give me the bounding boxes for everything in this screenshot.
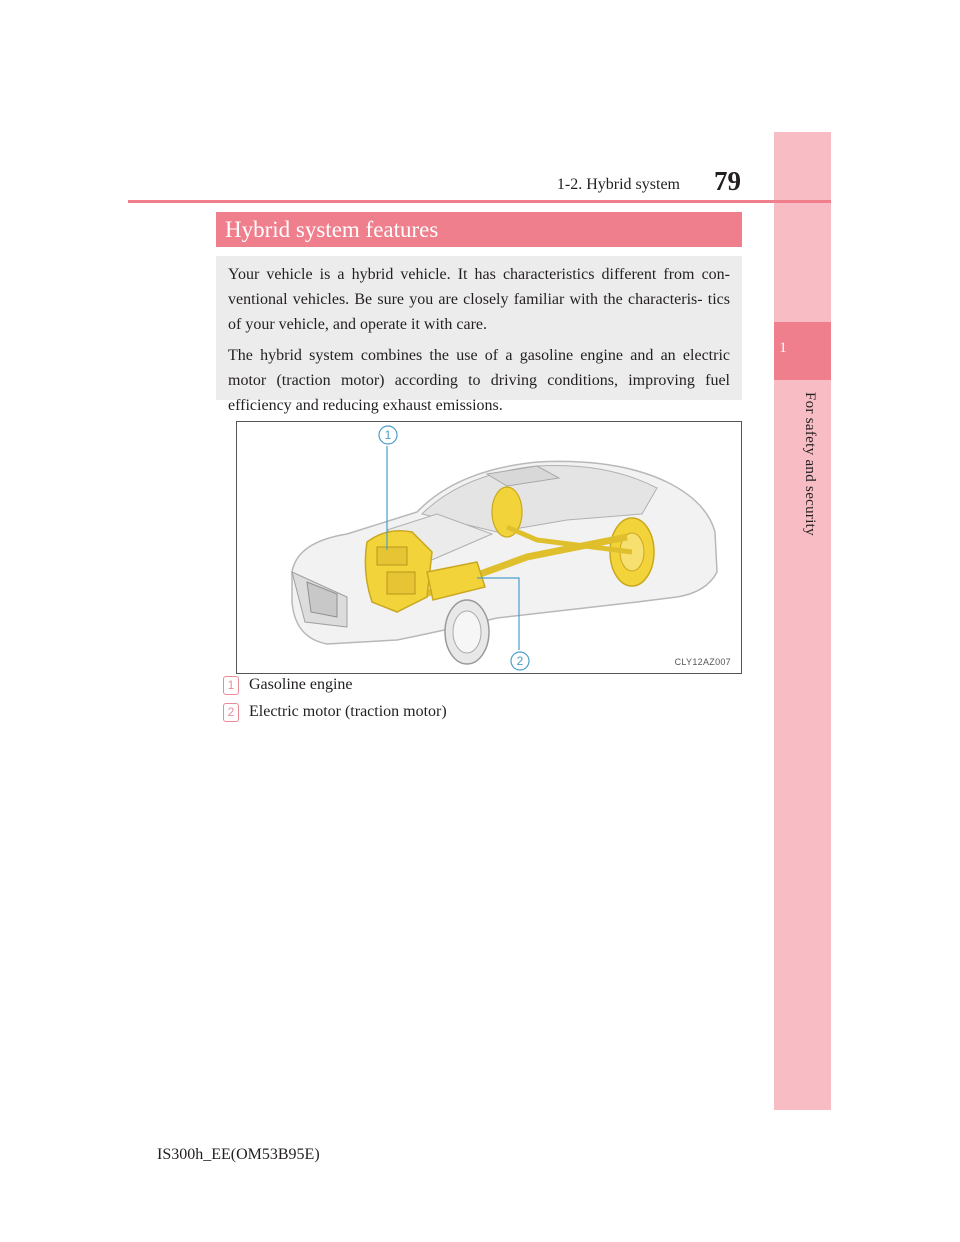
header-rule <box>128 200 831 203</box>
legend-number-badge: 2 <box>223 703 239 722</box>
intro-paragraph-2: The hybrid system combines the use of a gasoline engine and an electric motor (traction motor) according to driving conditions, improving fuel efficiency and reducing exhaust emissions. <box>228 347 730 414</box>
car-cutaway-drawing <box>237 422 741 673</box>
callout-2-marker <box>509 650 531 672</box>
callout-2-label: 2 <box>516 654 524 668</box>
intro-box <box>216 256 742 414</box>
legend-label: Electric motor (traction motor) <box>249 703 447 720</box>
page-number: 79 <box>714 166 741 196</box>
chapter-tab <box>774 132 831 1110</box>
legend-item-electric-motor <box>223 701 447 723</box>
page-title: Hybrid system features <box>216 212 742 247</box>
legend-number-badge: 1 <box>223 676 239 695</box>
chapter-title: For safety and security <box>802 392 818 536</box>
figure-code: CLY12AZ007 <box>674 657 731 667</box>
footer-model-code: IS300h_EE(OM53B95E) <box>157 1146 320 1163</box>
callout-1-marker <box>377 424 399 446</box>
legend-label: Gasoline engine <box>249 676 353 693</box>
chapter-number: 1 <box>779 340 787 356</box>
callout-1-label: 1 <box>384 428 392 442</box>
hybrid-car-illustration <box>236 421 742 674</box>
section-title: 1-2. Hybrid system <box>556 176 680 193</box>
legend-item-gasoline-engine <box>223 674 353 696</box>
intro-paragraph-1: Your vehicle is a hybrid vehicle. It has characteristics different from con- ventional vehicles. Be sure you are closely familiar with the characteris- tics of your vehicle, and operate it with care. <box>228 266 730 333</box>
